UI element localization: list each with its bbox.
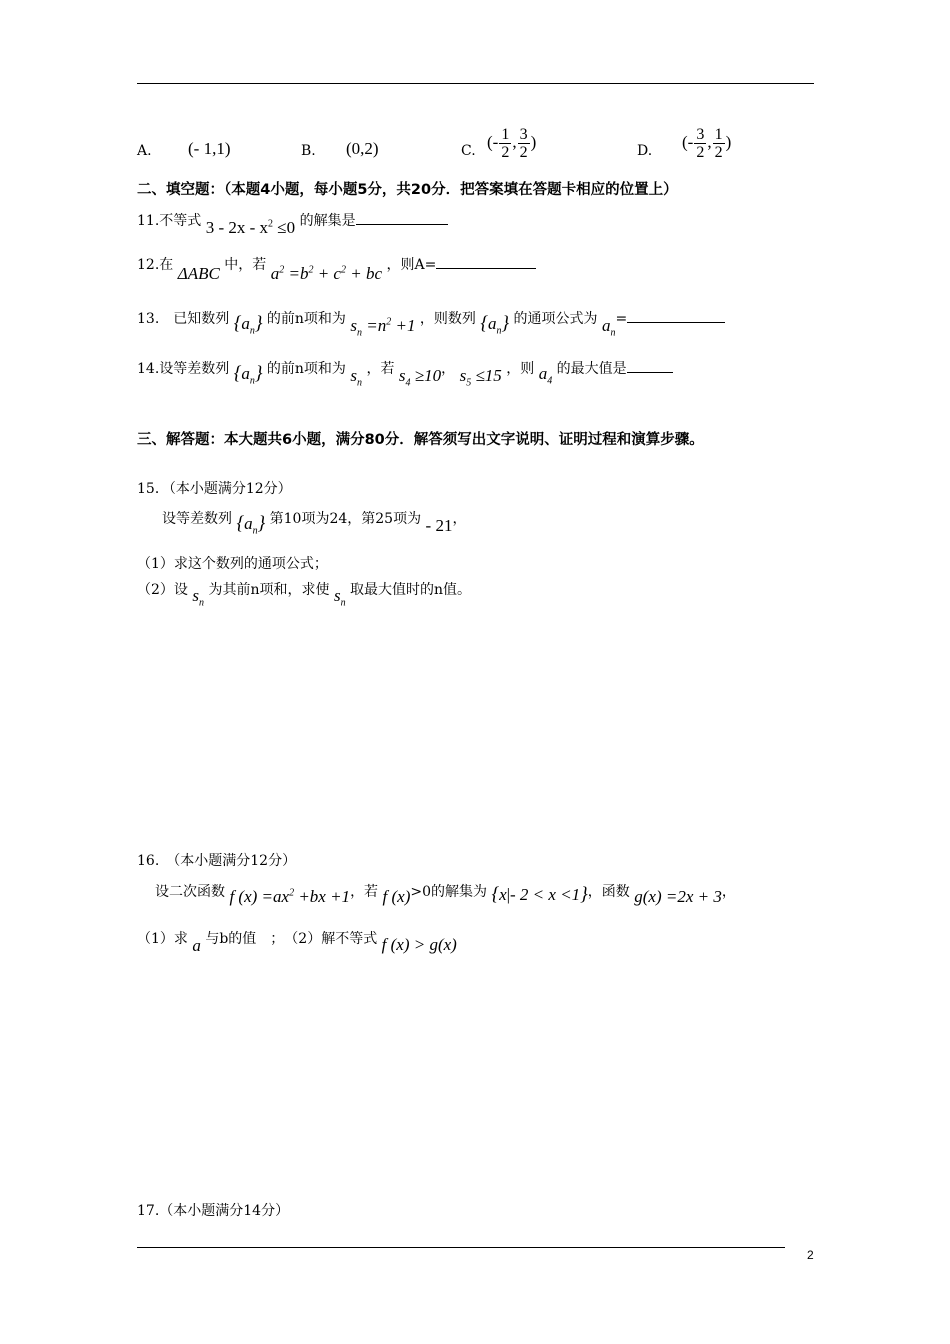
choice-b-expr: (0,2) <box>346 139 379 158</box>
section3-title: 三、解答题：本大题共6小题，满分80分．解答须写出文字说明、证明过程和演算步骤。 <box>137 432 704 448</box>
q11-answer-blank[interactable] <box>356 210 448 225</box>
q12: 12.在 ΔABC 中，若 $a^2 =b^2 + c^2$ + bc ，则A= <box>137 254 536 274</box>
section2-title: 二、填空题：（本题4小题，每小题5分，共20分．把答案填在答题卡相应的位置上） <box>137 182 678 198</box>
choice-a-label: A. <box>137 143 152 159</box>
q14: 14.设等差数列 $\{a_n\}$ 的前n项和为 $s_n$ ，若 $s_4 \ge 10$， $s_5 \le 15$ ，则 $a_4$ 的最大值是 <box>137 357 673 380</box>
page-number: 2 <box>807 1248 814 1262</box>
q12-answer-blank[interactable] <box>436 254 536 269</box>
choice-d-expr: (- $\frac{3}{2}$ , $\frac{1}{2}$ ) <box>682 126 732 161</box>
q15-header: 15．（本小题满分12分） <box>137 481 292 497</box>
q16-parts: （1）求 a 与b的值 ； （2）解不等式 f (x) > g(x) <box>137 931 457 955</box>
q16-header: 16. （本小题满分12分） <box>137 853 297 869</box>
q11: 11.不等式 $3 - 2x - x^2 \le 0$ 的解集是 <box>137 210 448 230</box>
q14-answer-blank[interactable] <box>627 358 673 373</box>
q15-part2: （2）设 $s_n$ 为其前n项和，求使 $s_n$ 取最大值时的n值。 <box>137 582 472 609</box>
q15-line1: 设等差数列 $\{a_n\}$ 第10项为24，第25项为 - 21， <box>162 511 467 537</box>
choice-a-expr: (- 1,1) <box>188 139 231 158</box>
choice-d-label: D. <box>637 143 653 159</box>
choice-b-label: B. <box>301 143 316 159</box>
footer-rule <box>137 1247 785 1248</box>
q16-line1: 设二次函数 f $(x) =ax^2 +bx +1$，若 f (x)>0的解集为 {x|- 2 < x <1}，函数 g(x) =2x + 3， <box>155 884 736 906</box>
q15-part1: （1）求这个数列的通项公式； <box>137 556 328 572</box>
header-rule <box>137 83 814 84</box>
q13: 13. 已知数列 $\{a_n\}$ 的前n项和为 $s_n =n^2 +1$ ，则数列 $\{a_n\}$ 的通项公式为 $a_n=$ <box>137 307 725 330</box>
choice-c-expr: (- $\frac{1}{2}$ , $\frac{3}{2}$ ) <box>487 126 537 161</box>
q17-header: 17.（本小题满分14分） <box>137 1203 290 1219</box>
choice-c-label: C. <box>461 143 476 159</box>
q13-answer-blank[interactable] <box>627 308 725 323</box>
